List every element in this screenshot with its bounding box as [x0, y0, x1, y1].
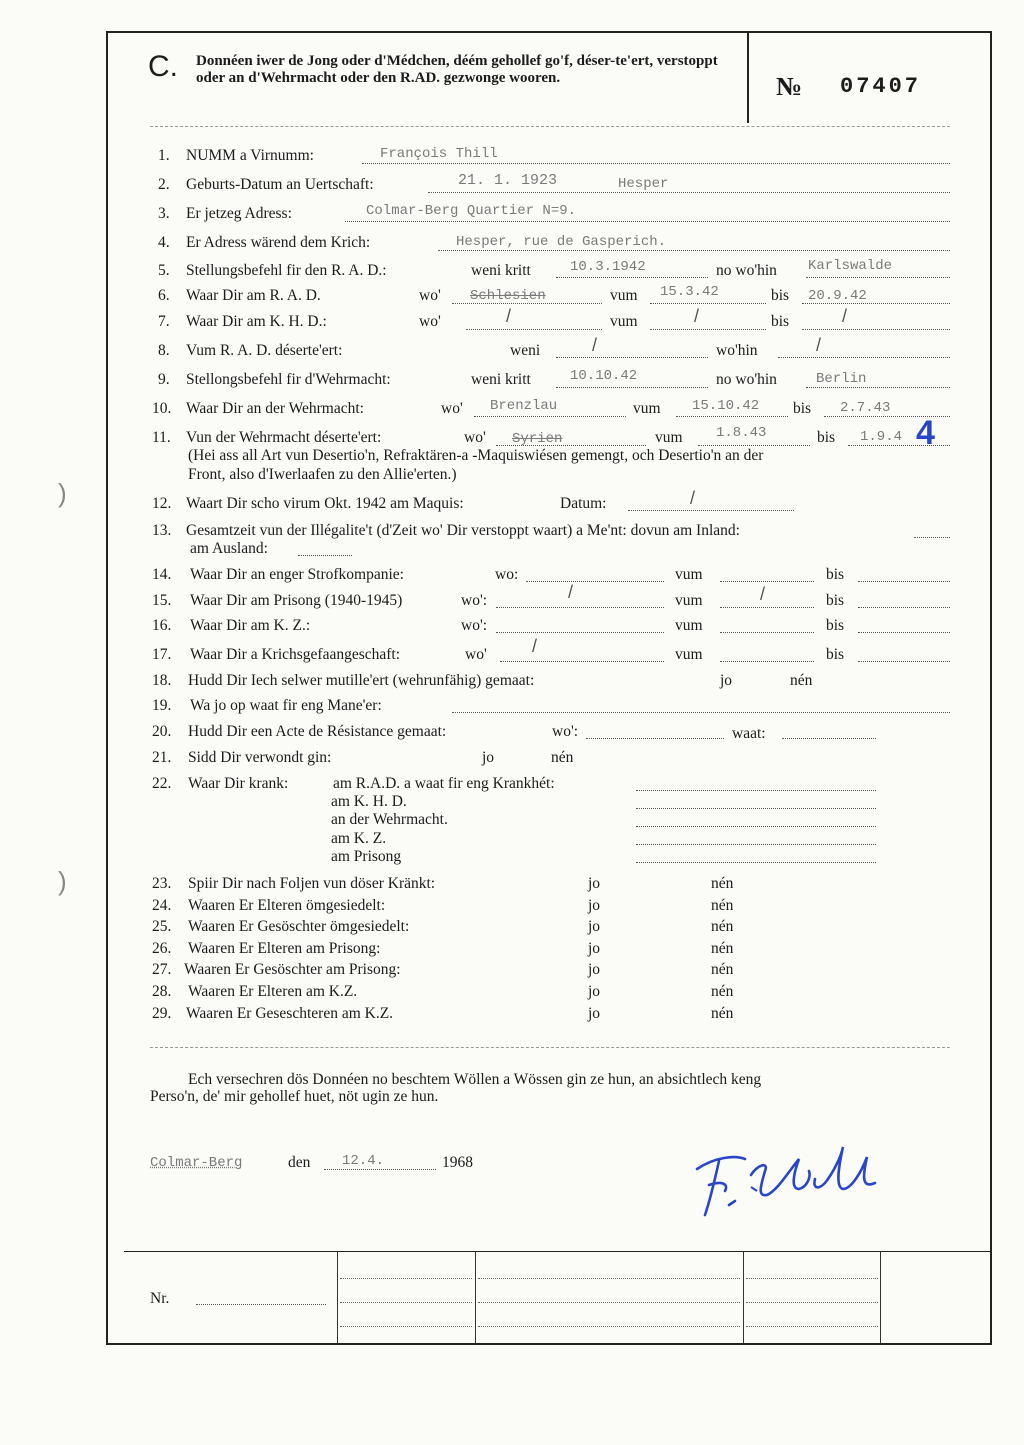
field-label: no wo'hin	[716, 262, 777, 279]
fill-line	[636, 790, 876, 791]
field-label: Datum:	[560, 495, 607, 512]
note-line: (Hei ass all Art vun Desertio'n, Refraktären-a -Maquiswiésen gemengt, och Desertio'n an der	[188, 447, 764, 464]
field-label: wo'	[419, 287, 441, 304]
sub-item: am Prisong	[331, 848, 402, 865]
field-label: bis	[826, 592, 845, 609]
empty-slash-mark: /	[506, 306, 512, 326]
row-label: Er jetzeg Adress:	[186, 205, 292, 222]
typed-date: 12.4.	[342, 1153, 385, 1169]
fill-line	[628, 510, 794, 511]
typed-desertion-to: 1.9.4	[860, 429, 903, 445]
row-number: 12.	[152, 495, 172, 512]
form-border-bottom	[106, 1343, 992, 1345]
fill-line	[438, 250, 950, 251]
punch-hole-mark: )	[58, 478, 67, 508]
fill-line	[650, 329, 766, 330]
answer-no[interactable]: nén	[711, 918, 734, 935]
row-label: Wa jo op waat fir eng Mane'er:	[190, 697, 382, 714]
fill-line	[466, 329, 602, 330]
field-label: wo'	[465, 646, 487, 663]
row-label: Waar Dir am K. H. D.:	[186, 313, 327, 330]
typed-current-address: Colmar-Berg Quartier N=9.	[366, 203, 577, 219]
row-label: Spiir Dir nach Foljen vun döser Kränkt:	[188, 875, 436, 892]
row-label: NUMM a Virnumm:	[186, 147, 314, 164]
row-number: 17.	[152, 646, 172, 663]
table-line	[340, 1278, 472, 1279]
row-number: 2.	[158, 176, 170, 193]
row-label: Waar Dir am R. A. D.	[186, 287, 321, 304]
header-divider	[747, 33, 749, 123]
row-number: 6.	[158, 287, 170, 304]
field-label: bis	[826, 646, 845, 663]
fill-line	[636, 826, 876, 827]
field-label: bis	[826, 617, 845, 634]
row-number: 26.	[152, 940, 172, 957]
fill-line	[586, 738, 724, 739]
empty-slash-mark: /	[532, 636, 538, 656]
field-label: vum	[655, 429, 683, 446]
fill-line	[676, 416, 788, 417]
fill-line	[650, 303, 766, 304]
sub-item: an der Wehrmacht.	[331, 811, 448, 828]
fill-line	[720, 632, 814, 633]
year: 1968	[442, 1154, 473, 1171]
fill-line	[806, 387, 950, 388]
fill-line	[362, 163, 950, 164]
row-label: Waaren Er Geseschteren am K.Z.	[186, 1005, 394, 1022]
fill-line	[636, 844, 876, 845]
answer-yes[interactable]: jo	[588, 897, 601, 914]
empty-slash-mark: /	[760, 584, 766, 604]
typed-desertion-from: 1.8.43	[716, 425, 767, 441]
nr-fill-line[interactable]	[196, 1304, 326, 1305]
row-number: 18.	[152, 672, 172, 689]
answer-yes[interactable]: jo	[588, 983, 601, 1000]
field-label: bis	[793, 400, 812, 417]
fill-line	[720, 661, 814, 662]
fill-line	[858, 607, 950, 608]
typed-rad-place: Schlesien	[470, 288, 546, 304]
answer-no[interactable]: nén	[711, 983, 734, 1000]
row-number: 7.	[158, 313, 170, 330]
typed-wehrmacht-from: 15.10.42	[692, 398, 760, 414]
table-column-divider	[880, 1252, 881, 1344]
row-number: 11.	[152, 429, 171, 446]
field-label: wo'	[419, 313, 441, 330]
field-label: weni	[510, 342, 541, 359]
row-number: 29.	[152, 1005, 172, 1022]
row-label: Waaren Er Elteren am K.Z.	[188, 983, 358, 1000]
fill-line	[496, 607, 664, 608]
sub-item: am K. H. D.	[331, 793, 407, 810]
row-number: 13.	[152, 522, 172, 539]
date-label: den	[288, 1154, 311, 1171]
row-label: Waar Dir krank:	[188, 775, 289, 792]
row-number: 27.	[152, 961, 172, 978]
row-label: Waaren Er Gesöschter am Prisong:	[184, 961, 401, 978]
table-column-divider	[475, 1252, 476, 1344]
row-number: 14.	[152, 566, 172, 583]
field-label: wo'	[464, 429, 486, 446]
fill-line	[345, 221, 950, 222]
row-number: 21.	[152, 749, 172, 766]
fill-line	[802, 329, 950, 330]
fill-line	[778, 357, 950, 358]
typed-rad-destination: Karlswalde	[808, 258, 893, 274]
fill-line	[858, 632, 950, 633]
empty-slash-mark: /	[568, 582, 574, 602]
row-number: 4.	[158, 234, 170, 251]
section-title: Donnéen iwer de Jong oder d'Médchen, déém gehollef go'f, déser-te'ert, verstoppt oder an d'Wehrmacht oder den R.AD. gezwonge wooren.	[196, 53, 718, 86]
sub-item: am K. Z.	[331, 830, 387, 847]
row-label: Waaren Er Elteren am Prisong:	[188, 940, 381, 957]
typed-wehrmacht-to: 2.7.43	[840, 400, 891, 416]
nr-label: Nr.	[150, 1290, 170, 1307]
row-label: Geburts-Datum an Uertschaft:	[186, 176, 374, 193]
declaration-line: Perso'n, de' mir gehollef huet, nöt ugin ze hun.	[150, 1088, 439, 1105]
table-line	[746, 1326, 878, 1327]
row-label-cont: am Ausland:	[190, 540, 268, 557]
field-label: vum	[675, 566, 703, 583]
table-line	[478, 1326, 740, 1327]
row-number: 3.	[158, 205, 170, 222]
fill-line	[298, 555, 352, 556]
row-label: Hudd Dir Iech selwer mutille'ert (wehrunfähig) gemaat:	[188, 672, 535, 689]
form-border-left-full	[106, 31, 108, 1345]
row-label: Er Adress wärend dem Krich:	[186, 234, 371, 251]
row-label: Stellongsbefehl fir d'Wehrmacht:	[186, 371, 391, 388]
ink-correction-digit: 4	[916, 414, 935, 452]
answer-yes[interactable]: jo	[588, 918, 601, 935]
fill-line	[556, 357, 708, 358]
row-number: 23.	[152, 875, 172, 892]
typed-name: François Thill	[380, 146, 498, 162]
field-label: wo':	[461, 617, 488, 634]
row-number: 8.	[158, 342, 170, 359]
declaration-line: Ech versechren dös Donnéen no beschtem Wöllen a Wössen gin ze hun, an absichtlech keng	[188, 1071, 762, 1088]
form-border-right-full	[990, 31, 992, 1345]
field-label: vum	[610, 313, 638, 330]
row-number: 28.	[152, 983, 172, 1000]
row-label: Waar Dir an der Wehrmacht:	[186, 400, 364, 417]
field-label: weni kritt	[471, 371, 531, 388]
form-number: 07407	[840, 74, 922, 99]
empty-slash-mark: /	[816, 335, 822, 355]
row-number: 22.	[152, 775, 172, 792]
field-label: bis	[817, 429, 836, 446]
fill-line	[636, 862, 876, 863]
typed-desertion-place: Syrien	[512, 431, 563, 447]
field-label: wo'	[441, 400, 463, 417]
fill-line	[858, 581, 950, 582]
fill-line	[556, 387, 708, 388]
fill-line	[324, 1169, 436, 1170]
table-line	[340, 1326, 472, 1327]
section-separator	[150, 1047, 950, 1048]
answer-yes[interactable]: jo	[588, 1005, 601, 1022]
answer-yes[interactable]: jo	[720, 672, 733, 689]
field-label: wo'hin	[716, 342, 758, 359]
row-label: Waar Dir an enger Strofkompanie:	[190, 566, 404, 583]
field-label: weni kritt	[471, 262, 531, 279]
row-number: 9.	[158, 371, 170, 388]
field-label: bis	[771, 287, 790, 304]
typed-birth-date: 21. 1. 1923	[458, 172, 558, 189]
fill-line	[720, 607, 814, 608]
field-label: wo':	[461, 592, 488, 609]
field-label: bis	[826, 566, 845, 583]
answer-no[interactable]: nén	[551, 749, 574, 766]
answer-no[interactable]: nén	[711, 940, 734, 957]
fill-line	[526, 581, 664, 582]
row-number: 16.	[152, 617, 172, 634]
empty-slash-mark: /	[592, 335, 598, 355]
table-line	[340, 1302, 472, 1303]
fill-line	[452, 712, 950, 713]
answer-no[interactable]: nén	[790, 672, 813, 689]
row-number: 20.	[152, 723, 172, 740]
table-top-border	[124, 1251, 990, 1252]
answer-yes[interactable]: jo	[588, 940, 601, 957]
typed-war-address: Hesper, rue de Gasperich.	[456, 234, 667, 250]
field-label: bis	[771, 313, 790, 330]
number-sign: №	[776, 72, 803, 101]
row-label: Sidd Dir verwondt gin:	[188, 749, 332, 766]
row-label: Vum R. A. D. déserte'ert:	[186, 342, 343, 359]
typed-place: Colmar-Berg	[150, 1155, 243, 1171]
punch-hole-mark: )	[58, 866, 67, 896]
field-label: no wo'hin	[716, 371, 777, 388]
answer-no[interactable]: nén	[711, 875, 734, 892]
typed-wehrmacht-place: Brenzlau	[490, 398, 558, 414]
row-label: Waar Dir a Krichsgefaangeschaft:	[190, 646, 401, 663]
field-label: vum	[633, 400, 661, 417]
row-label: Vun der Wehrmacht déserte'ert:	[186, 429, 382, 446]
row-label: Waaren Er Elteren ömgesiedelt:	[188, 897, 386, 914]
table-line	[746, 1278, 878, 1279]
empty-slash-mark: /	[694, 306, 700, 326]
typed-wehrmacht-order-date: 10.10.42	[570, 368, 638, 384]
answer-no[interactable]: nén	[711, 897, 734, 914]
field-label: wo':	[552, 723, 579, 740]
header-separator	[150, 126, 950, 127]
fill-line	[914, 537, 950, 538]
fill-line	[782, 738, 876, 739]
fill-line	[496, 632, 664, 633]
row-number: 10.	[152, 400, 172, 417]
answer-no[interactable]: nén	[711, 1005, 734, 1022]
answer-yes[interactable]: jo	[588, 875, 601, 892]
table-column-divider	[337, 1252, 338, 1344]
row-number: 19.	[152, 697, 172, 714]
typed-rad-order-date: 10.3.1942	[570, 259, 646, 275]
typed-birth-place: Hesper	[618, 176, 669, 192]
fill-line	[858, 661, 950, 662]
empty-slash-mark: /	[690, 488, 696, 508]
fill-line	[556, 277, 708, 278]
field-label: vum	[675, 592, 703, 609]
field-label: vum	[675, 617, 703, 634]
fill-line	[500, 661, 664, 662]
note-line: Front, also d'Iwerlaafen zu den Allie'erten.)	[188, 466, 457, 483]
form-border-top	[106, 31, 991, 33]
row-label: Waar Dir am Prisong (1940-1945)	[190, 592, 403, 609]
field-label: vum	[610, 287, 638, 304]
row-label: Waar Dir am K. Z.:	[190, 617, 311, 634]
row-number: 1.	[158, 147, 170, 164]
typed-wehrmacht-destination: Berlin	[816, 371, 867, 387]
answer-no[interactable]: nén	[711, 961, 734, 978]
row-label: Stellungsbefehl fir den R. A. D.:	[186, 262, 387, 279]
row-label: Waaren Er Gesöschter ömgesiedelt:	[188, 918, 410, 935]
signature-image	[685, 1135, 885, 1225]
answer-yes[interactable]: jo	[588, 961, 601, 978]
fill-line	[636, 808, 876, 809]
table-column-divider	[743, 1252, 744, 1344]
row-number: 15.	[152, 592, 172, 609]
fill-line	[474, 416, 626, 417]
answer-yes[interactable]: jo	[482, 749, 495, 766]
table-line	[478, 1278, 740, 1279]
field-label: waat:	[732, 725, 766, 742]
table-line	[478, 1302, 740, 1303]
field-label: wo:	[495, 566, 519, 583]
field-label: vum	[675, 646, 703, 663]
field-label: am R.A.D. a waat fir eng Krankhét:	[333, 775, 555, 792]
table-line	[746, 1302, 878, 1303]
row-number: 5.	[158, 262, 170, 279]
row-number: 25.	[152, 918, 172, 935]
row-label: Hudd Dir een Acte de Résistance gemaat:	[188, 723, 447, 740]
row-label: Gesamtzeit vun der Illégalite't (d'Zeit wo' Dir verstoppt waart) a Me'nt: dovun am Inland:	[186, 522, 740, 539]
typed-rad-from: 15.3.42	[660, 284, 719, 300]
fill-line	[720, 581, 814, 582]
fill-line	[428, 192, 950, 193]
typed-rad-to: 20.9.42	[808, 288, 867, 304]
empty-slash-mark: /	[842, 306, 848, 326]
row-number: 24.	[152, 897, 172, 914]
fill-line	[698, 445, 810, 446]
row-label: Waart Dir scho virum Okt. 1942 am Maquis:	[186, 495, 464, 512]
section-letter: C.	[148, 50, 178, 83]
fill-line	[806, 277, 950, 278]
